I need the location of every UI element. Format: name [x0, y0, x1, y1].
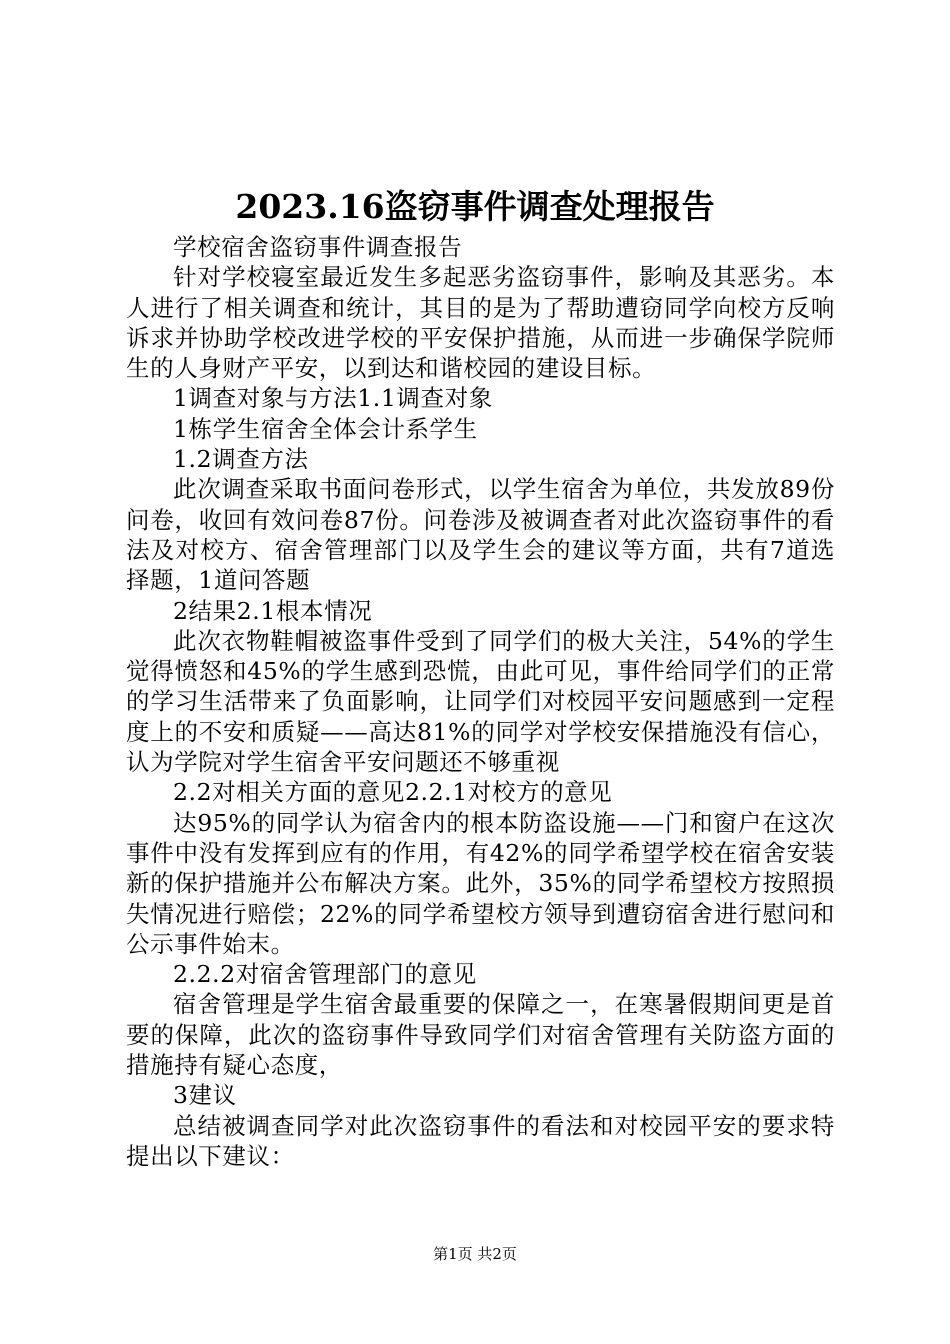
page-number: 第1页 共2页: [433, 1245, 517, 1263]
heading-opinions-dorm: 2.2.2对宿舍管理部门的意见: [173, 960, 477, 989]
paragraph-opinions-school: 达95%的同学认为宿舍内的根本防盗设施——门和窗户在这次事件中没有发挥到应有的作用，有42%的同学希望学校在宿舍安装新的保护措施并公布解决方案。此外，35%的同学希望校方按照损失情况进行赔偿；22%的同学希望校方领导到遭窃宿舍进行慰问和公示事件始末。: [126, 808, 835, 958]
heading-results: 2结果2.1根本情况: [173, 596, 373, 625]
paragraph-survey-object: 1栋学生宿舍全体会计系学生: [173, 414, 478, 443]
document-title: 2023.16盗窃事件调查处理报告: [235, 187, 715, 226]
heading-survey-object: 1调查对象与方法1.1调查对象: [173, 384, 493, 413]
paragraph-opinions-dorm: 宿舍管理是学生宿舍最重要的保障之一，在寒暑假期间更是首要的保障，此次的盗窃事件导致同学们对宿舍管理有关防盗方面的措施持有疑心态度，: [126, 990, 835, 1080]
paragraph-survey-method: 此次调查采取书面问卷形式，以学生宿舍为单位，共发放89份问卷，收回有效问卷87份。问卷涉及被调查者对此次盗窃事件的看法及对校方、宿舍管理部门以及学生会的建议等方面，共有7道选择题，1道问答题: [126, 475, 835, 595]
heading-opinions-school: 2.2对相关方面的意见2.2.1对校方的意见: [173, 778, 613, 807]
document-body: [126, 232, 835, 1171]
paragraph-intro: 针对学校寝室最近发生多起恶劣盗窃事件，影响及其恶劣。本人进行了相关调查和统计，其目的是为了帮助遭窃同学向校方反响诉求并协助学校改进学校的平安保护措施，从而进一步确保学院师生的人身财产平安，以到达和谐校园的建设目标。: [126, 263, 835, 383]
paragraph-results: 此次衣物鞋帽被盗事件受到了同学们的极大关注，54%的学生觉得愤怒和45%的学生感到恐慌，由此可见，事件给同学们的正常的学习生活带来了负面影响，让同学们对校园平安问题感到一定程度上的不安和质疑——高达81%的同学对学校安保措施没有信心，认为学院对学生宿舍平安问题还不够重视: [126, 626, 835, 777]
heading-survey-method: 1.2调查方法: [173, 445, 309, 474]
heading-suggestions: 3建议: [173, 1081, 237, 1110]
paragraph-subtitle: 学校宿舍盗窃事件调查报告: [173, 233, 463, 261]
paragraph-suggestions: 总结被调查同学对此次盗窃事件的看法和对校园平安的要求特提出以下建议：: [126, 1111, 835, 1170]
